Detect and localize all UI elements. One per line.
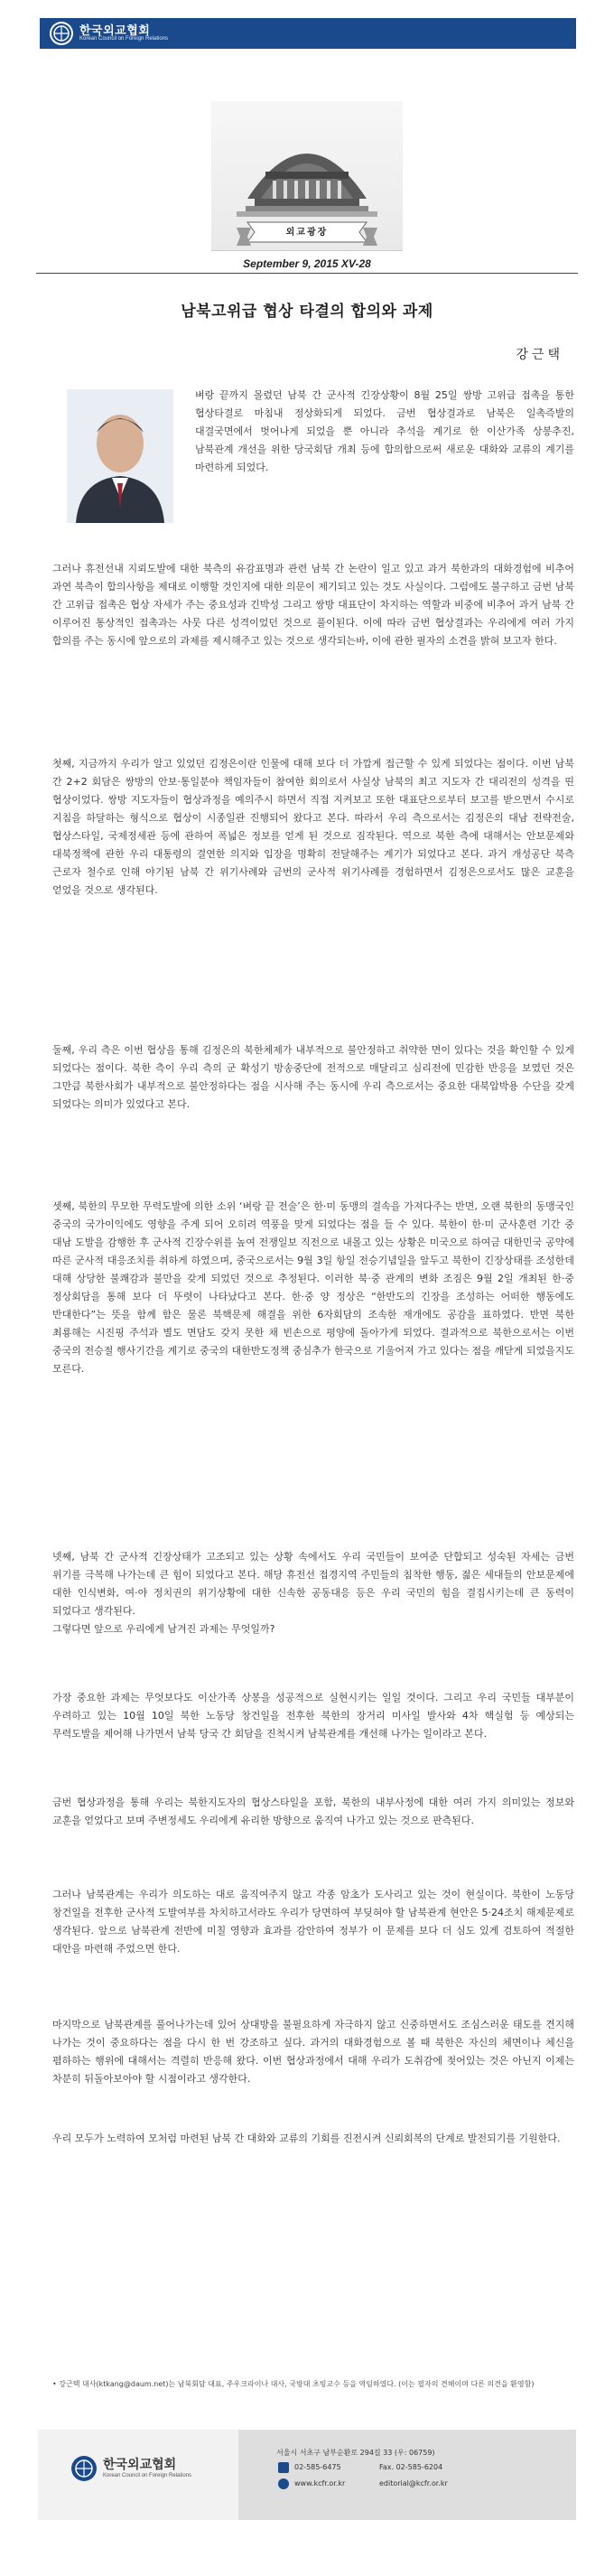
article-paragraph: 마지막으로 남북관계를 풀어나가는데 있어 상대방을 불필요하게 자극하지 않고 신중하면서도 조심스러운 태도를 견지해 나가는 것이 중요하다는 점을 다시 한 번 강조하고 싶다. 과거의 대화경험으로 볼 때 북한은 자신의 체면이나 체신을 폄하하는 행위에 대해서는 격렬히 반응해 왔다. 이번 협상과정에서 대해 우리가 도취감에 젖어있는 것은 아닌지 이제는 차분히 뒤돌아보아야 할 시점이라고 생각한다.: [52, 2019, 574, 2085]
fax-number: Fax. 02-585-6204: [379, 2463, 443, 2471]
globe-icon: [278, 2478, 289, 2489]
article-paragraph: 가장 중요한 과제는 무엇보다도 이산가족 상봉을 성공적으로 실현시키는 일일 것이다. 그리고 우리 국민들 대부분이 우려하고 있는 10월 10일 북한 노동당 창건일을 전후한 북한의 장거리 미사일 발사와 4차 핵실험 등 예상되는 무력도발을 제어해 나가면서 남북 당국 간 회담을 진척시켜 남북관계를 개선해 나가는 일이라고 본다.: [52, 1692, 574, 1740]
article-paragraph: 셋째, 북한의 무모한 무력도발에 의한 소위 ‘벼랑 끝 전술’은 한·미 동맹의 결속을 가져다주는 반면, 오랜 북한의 동맹국인 중국의 국가이익에도 영향을 주게 되어 오히려 역풍을 맞게 되었다는 점을 들 수 있다. 북한이 한·미 군사훈련 기간 중 대남 도발을 감행한 후 군사적 긴장수위를 높여 전쟁일보 직전으로 내몰고 있는 상황은 미국으로 하여금 대한민국 공약에 따른 군사적 대응조치를 취하게 하였으며, 중국으로서는 9월 3일 항일 전승기념일을 앞두고 북한이 긴장상태를 조성한데 대해 상당한 불쾌감과 불만을 갖게 되었던 것으로 추정된다. 이러한 북·중 관계의 변화 조짐은 9월 2일 개최된 한·중 정상회담을 통해 보다 더 뚜렷이 나타났다고 본다. 한·중 양 정상은 “한반도의 긴장을 조성하는 어떠한 행동에도 반대한다”는 뜻을 함께 함은 물론 북핵문제 해결을 위한 6자회담의 조속한 재개에도 공감을 표하였다. 반면 북한 최룡해는 시진핑 주석과 별도 면담도 갖지 못한 채 빈손으로 평양에 돌아가게 되었다. 결과적으로 북한으로서는 이번 중국의 전승절 행사기간을 계기로 중국의 대한반도정책 중심추가 한국으로 기울어져 가고 있다는 점을 깨닫게 되었을지도 모른다.: [52, 1200, 574, 1375]
emblem-icon: [49, 21, 74, 46]
phone-number: 02-585-6475: [294, 2463, 341, 2471]
article-paragraph: 넷째, 남북 간 군사적 긴장상태가 고조되고 있는 상황 속에서도 우리 국민들이 보여준 단합되고 성숙된 자세는 금번 위기를 극복해 나가는데 큰 힘이 되었다고 본다. 해당 휴전선 접경지역 주민들의 침착한 행동, 젊은 세대들의 안보문제에 대한 인식변화, 여·야 정치권의 위기상황에 대한 신속한 공동대응 등은 우리 국민의 힘을 결집시키는데 큰 동력이 되었다고 생각된다. 그렇다면 앞으로 우리에게 남겨진 과제는 무엇일까?: [52, 1551, 574, 1635]
footer: [38, 2430, 576, 2520]
footer-org-name-english: Korean Council on Foreign Relations: [103, 2473, 192, 2478]
website-link[interactable]: www.kcfr.or.kr: [294, 2479, 346, 2487]
article-paragraph: 금번 협상과정을 통해 우리는 북한지도자의 협상스타일을 포함, 북한의 내부사정에 대한 여러 가지 의미있는 정보와 교훈을 얻었다고 보며 주변정세도 우리에게 유리한 방향으로 움직여 나가고 있는 것으로 판측된다.: [52, 1797, 574, 1826]
email-link[interactable]: editorial@kcfr.or.kr: [379, 2479, 448, 2487]
article-title: 남북고위급 협상 타결의 합의와 과제: [181, 303, 433, 321]
article-paragraph: 그러나 남북관계는 우리가 의도하는 대로 움직여주지 않고 각종 암초가 도사리고 있는 것이 현실이다. 북한이 노동당 창건일을 전후한 군사적 도발여부를 차치하고서라도 우리가 당면하여 부딪혀야 할 남북관계 현안은 5·24조치 해제문제로 생각된다. 앞으로 남북관계 전반에 미칠 영향과 효과를 감안하여 정부가 이 문제를 보다 더 심도 있게 검토하여 적절한 대안을 마련해 주었으면 한다.: [52, 1889, 574, 1955]
masthead-image: [211, 101, 403, 251]
article-paragraph: 첫째, 지금까지 우리가 알고 있었던 김정은이란 인물에 대해 보다 더 가깝게 접근할 수 있게 되었다는 점이다. 이번 남북 간 2+2 회담은 쌍방의 안보·통일분야 책임자들이 참여한 회의로서 사실상 남북의 최고 지도자 간 대리전의 성격을 띤 협상이었다. 쌍방 지도자들이 협상과정을 예의주시 하면서 직접 지켜보고 또한 대표단으로부터 보고를 받으면서 수시로 지침을 하달하는 형식으로 협상이 시종일관 진행되어 왔다고 본다. 따라서 우리 측으로서는 김정은의 대남 전략전술, 협상스타일, 국제정세관 등에 관하여 폭넓은 정보를 얻게 된 것으로 짐작된다. 역으로 북한 측에 대해서는 안보문제와 대북정책에 관한 우리 대통령의 결연한 의지와 입장을 명확히 전달해주는 계기가 되었다고 본다. 과거 개성공단 북측 근로자 철수로 인해 야기된 남북 간 위기사례와 금번의 군사적 위기사례를 경험하면서 김정은으로서도 많은 교훈을 얻었을 것으로 생각된다.: [52, 758, 574, 896]
issue-date: September 9, 2015 XV-28: [243, 257, 371, 270]
article-paragraph: 우리 모두가 노력하여 모처럼 마련된 남북 간 대화와 교류의 기회를 진전시켜 신뢰회복의 단계로 발전되기를 기원한다.: [52, 2133, 561, 2144]
masthead-title: 외교광장: [285, 228, 329, 238]
author-name: 강근택: [516, 348, 563, 362]
article-paragraph: 둘째, 우리 측은 이번 협상을 통해 김정은의 북한체제가 내부적으로 불안정하고 취약한 면이 있다는 것을 확인할 수 있게 되었다는 점이다. 북한 측이 우리 측의 군 확성기 방송중단에 전적으로 매달리고 심리전에 민감한 반응을 보였던 것은 그만큼 북한사회가 내부적으로 불안정하다는 점을 시사해 주는 동시에 우리 측으로서는 중요한 대북압박용 수단을 갖게 되었다는 의미가 있었다고 본다.: [52, 1044, 574, 1110]
divider: [36, 273, 578, 274]
org-name: 한국외교협회: [79, 24, 151, 38]
article-paragraph: 그러나 휴전선내 지뢰도발에 대한 북측의 유감표명과 관련 남북 간 논란이 일고 있고 과거 북한과의 대화경험에 비추어 과연 북측이 합의사항을 제대로 이행할 것인지에 대한 의문이 제기되고 있는 것도 사실이다. 그럼에도 불구하고 금번 남북 간 고위급 접촉은 협상 자세가 주는 중요성과 긴박성 그리고 쌍방 대표단이 차지하는 역할과 비중에 비추어 과거 남북 간 이루어진 통상적인 접촉과는 사뭇 다른 성격이었던 것으로 풀이된다. 이에 따라 금번 협상결과는 우리에게 여러 가지 합의를 주는 동시에 앞으로의 과제를 제시해주고 있는 것으로 생각되는바, 이에 관한 필자의 소견을 밝혀 보고자 한다.: [52, 563, 574, 647]
org-name-english: Korean Council on Foreign Relations: [79, 36, 169, 42]
address: 서울시 서초구 남부순환로 294길 33 (우: 06759): [276, 2449, 435, 2457]
footer-org-name: 한국외교협회: [103, 2458, 177, 2472]
emblem-icon: [70, 2455, 98, 2482]
author-portrait: [67, 389, 173, 523]
header-bar: [40, 18, 576, 49]
contact-panel: [238, 2430, 576, 2520]
author-footnote: • 강근택 대사(ktkang@daum.net)는 남북회담 대표, 주우크라이나 대사, 국방대 초빙교수 등을 역임하였다. (이는 필자의 견해이며 다른 의견을 환영함): [52, 2380, 535, 2388]
phone-icon: [278, 2462, 289, 2473]
article-paragraph: 벼랑 끝까지 몰렸던 남북 간 군사적 긴장상황이 8월 25일 쌍방 고위급 접촉을 통한 협상타결로 마침내 정상화되게 되었다. 금번 협상결과로 남북은 일촉즉발의 대결국면에서 벗어나게 되었을 뿐 아니라 추석을 계기로 한 이산가족 상봉추진, 남북관계 개선을 위한 당국회담 개최 등에 합의함으로써 새로운 대화와 교류의 계기를 마련하게 되었다.: [195, 389, 574, 473]
